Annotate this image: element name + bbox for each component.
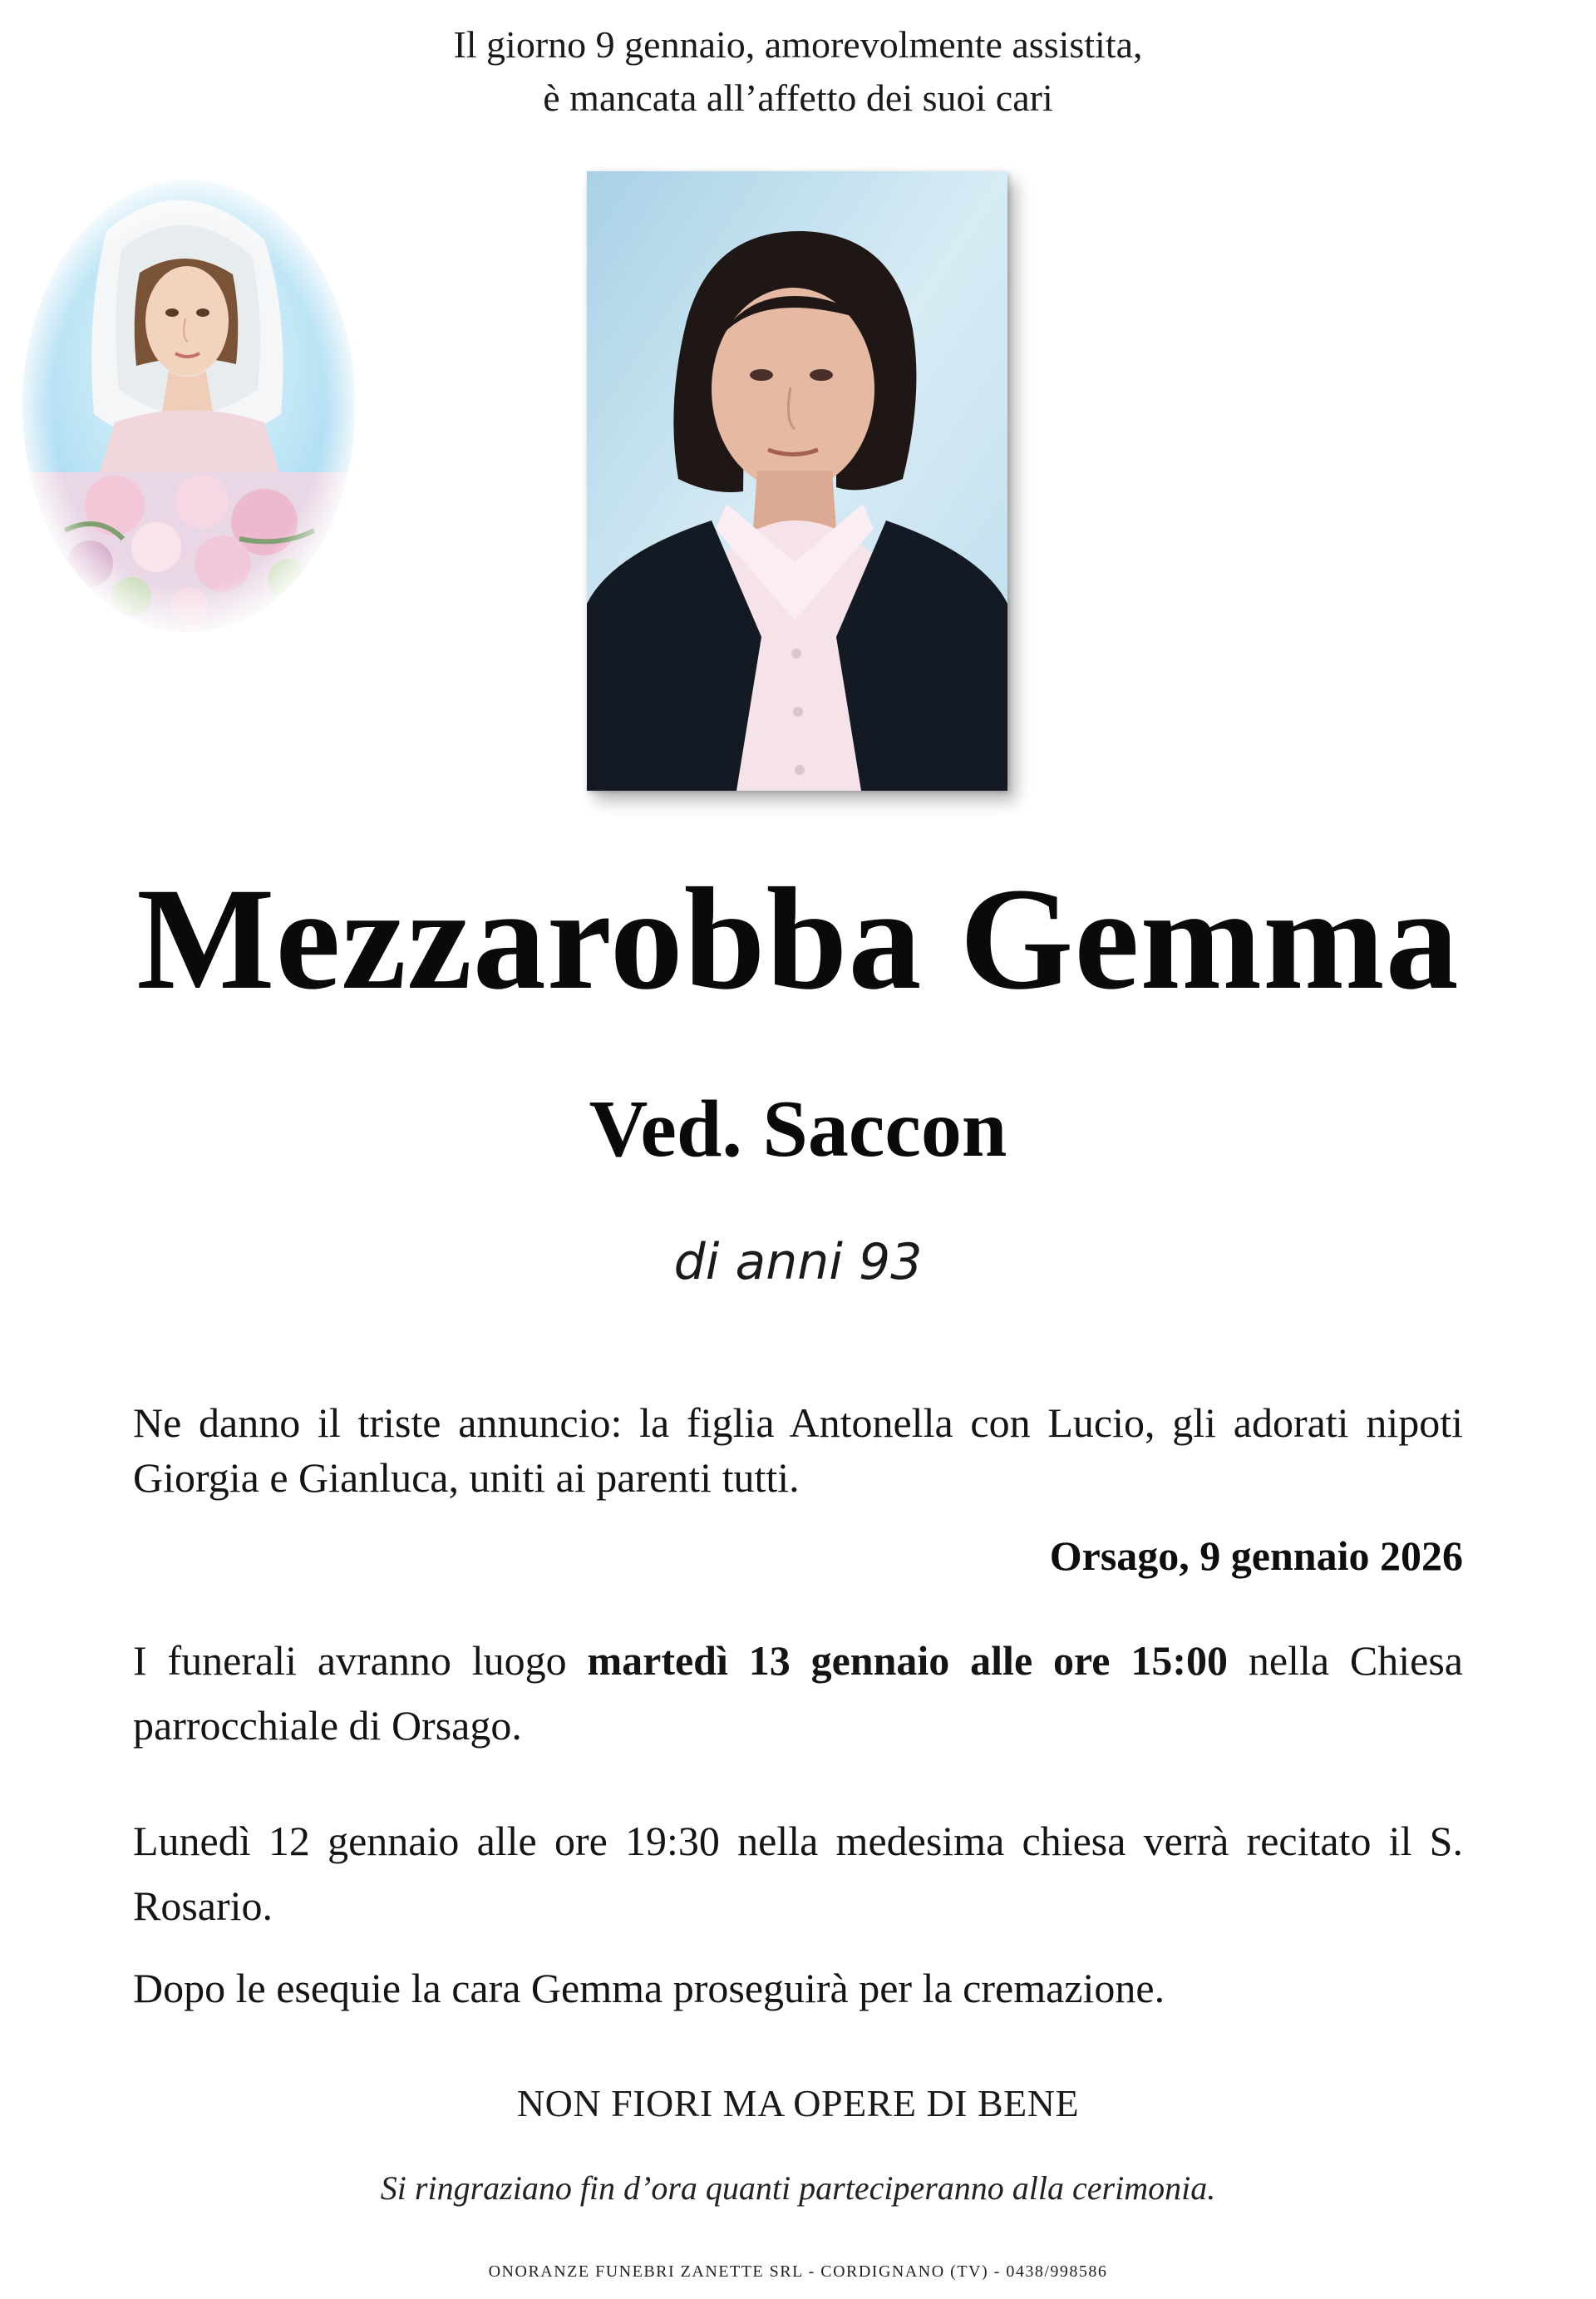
madonna-image <box>15 173 362 639</box>
intro-line-1: Il giorno 9 gennaio, amorevolmente assistita, <box>453 23 1143 66</box>
rosary-text: Lunedì 12 gennaio alle ore 19:30 nella medesima chiesa verrà recitato il S. Rosario. <box>133 1818 1463 1929</box>
intro-line-2: è mancata all’affetto dei suoi cari <box>543 76 1053 119</box>
thanks-text: Si ringraziano fin d’ora quanti parteciperanno alla cerimonia. <box>380 2169 1216 2207</box>
funeral-home-footer <box>0 2260 1596 2283</box>
place-date: Orsago, 9 gennaio 2026 <box>1049 1532 1463 1579</box>
widow-of: Ved. Saccon <box>589 1084 1007 1174</box>
deceased-photo <box>587 171 1007 791</box>
funeral-when: martedì 13 gennaio alle ore 15:00 <box>587 1637 1229 1684</box>
deceased-name: Mezzarobba Gemma <box>136 858 1460 1020</box>
funeral-text <box>133 1628 1463 1758</box>
cremation-text: Dopo le esequie la cara Gemma proseguirà per la cremazione. <box>133 1965 1165 2011</box>
intro-text <box>0 18 1596 125</box>
announcement-text: Ne danno il triste annuncio: la figlia Antonella con Lucio, gli adorati nipoti Giorgia e Gianluca, uniti ai parenti tutti. <box>133 1399 1463 1501</box>
deceased-age: di anni 93 <box>673 1233 923 1291</box>
funeral-prefix: I funerali avranno luogo <box>133 1637 588 1684</box>
no-flowers-notice: NON FIORI MA OPERE DI BENE <box>516 2082 1080 2124</box>
footer-text: ONORANZE FUNEBRI ZANETTE SRL - CORDIGNANO (TV) - 0438/998586 <box>488 2262 1108 2281</box>
funeral-suffix: nella Chiesa parrocchiale di Orsago. <box>133 1637 1463 1749</box>
